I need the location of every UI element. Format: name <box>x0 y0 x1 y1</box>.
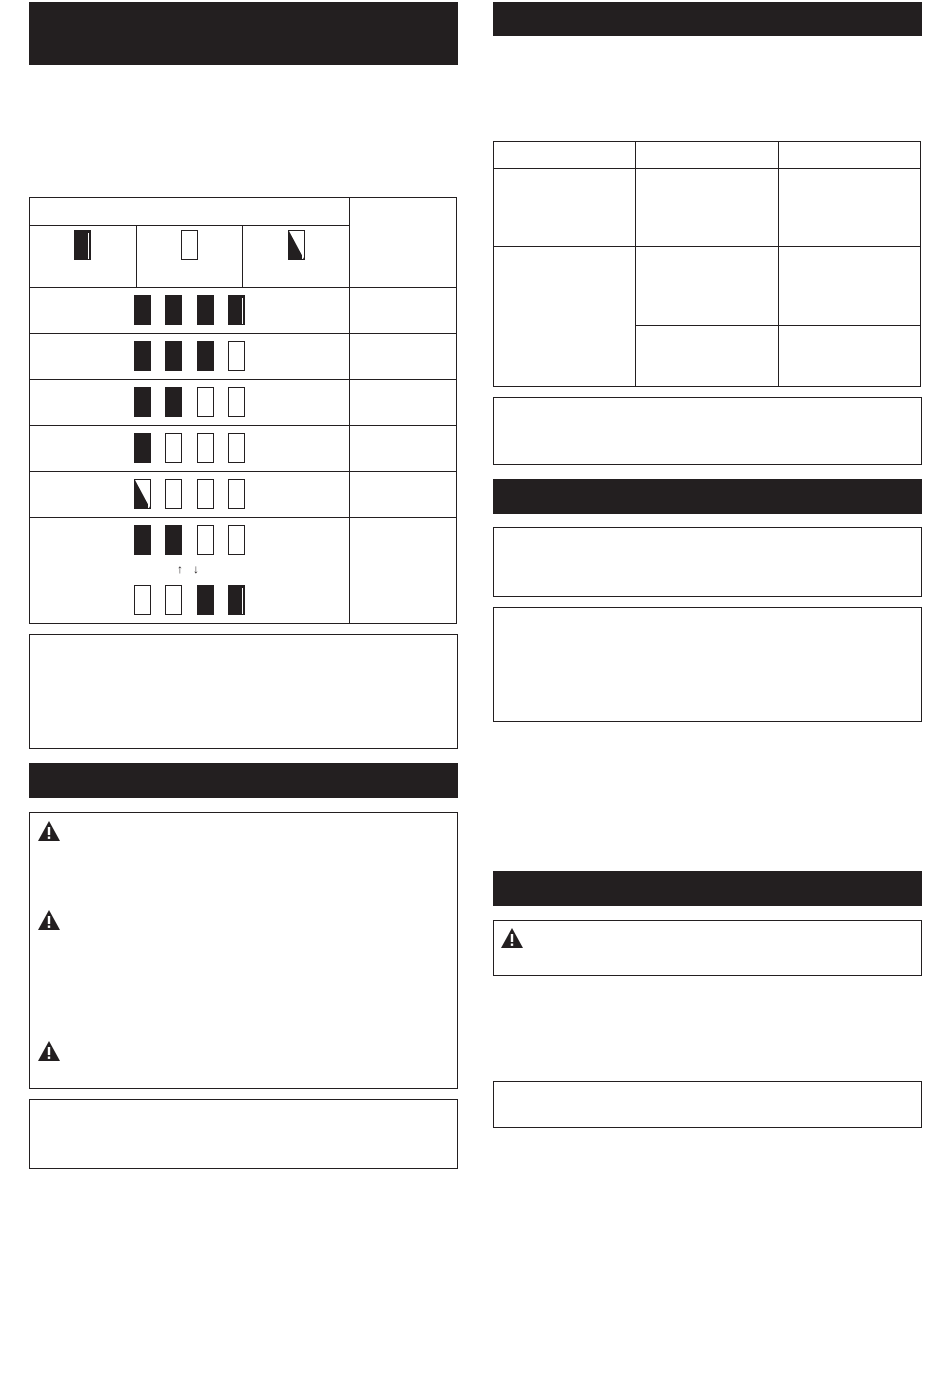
indicator-lamp <box>134 479 151 509</box>
indicator-lamp <box>228 387 245 417</box>
indicator-lamp <box>134 295 151 325</box>
table-divider <box>242 225 243 287</box>
left-section-header-bar <box>29 2 458 65</box>
indicator-lamp <box>197 525 214 555</box>
indicator-lamp <box>165 585 182 615</box>
arrow-up-icon: ↑ <box>177 562 183 576</box>
indicator-lamp <box>134 433 151 463</box>
indicator-lamp <box>134 525 151 555</box>
right-section-header-bar <box>493 2 922 36</box>
indicator-lamp <box>134 387 151 417</box>
legend-off-indicator <box>181 230 198 260</box>
table-divider <box>635 141 636 387</box>
table-divider <box>493 246 921 247</box>
indicator-lamp <box>165 341 182 371</box>
left-section-header-bar-2 <box>29 763 458 798</box>
indicator-lamp <box>134 341 151 371</box>
specification-table <box>493 141 921 387</box>
note-box <box>493 527 922 597</box>
warning-icon <box>37 820 61 842</box>
indicator-lamp <box>165 433 182 463</box>
table-divider <box>136 225 137 287</box>
note-box <box>29 634 458 749</box>
indicator-lamp <box>197 585 214 615</box>
indicator-lamp <box>134 585 151 615</box>
caution-box <box>493 920 922 976</box>
table-divider <box>29 333 457 334</box>
caution-box <box>29 812 458 1089</box>
indicator-lamp <box>165 295 182 325</box>
indicator-lamp <box>228 341 245 371</box>
warning-icon <box>500 927 524 949</box>
legend-blinking-indicator <box>288 230 305 260</box>
indicator-lamp <box>165 387 182 417</box>
table-divider <box>778 141 779 387</box>
table-divider <box>29 425 457 426</box>
table-divider <box>29 471 457 472</box>
indicator-lamp <box>228 295 245 325</box>
right-section-header-bar-3 <box>493 871 922 906</box>
indicator-lamp <box>197 341 214 371</box>
indicator-lamp <box>197 479 214 509</box>
indicator-lamp <box>228 479 245 509</box>
indicator-lamp <box>197 433 214 463</box>
warning-icon <box>37 909 61 931</box>
table-divider <box>29 517 457 518</box>
note-box <box>493 1081 922 1128</box>
legend-lit-indicator <box>74 230 91 260</box>
note-box <box>493 397 922 465</box>
indicator-lamp <box>165 479 182 509</box>
indicator-lamp <box>228 585 245 615</box>
indicator-lamp <box>197 387 214 417</box>
note-box <box>29 1099 458 1169</box>
indicator-lamp <box>165 525 182 555</box>
indicator-lamp <box>228 525 245 555</box>
table-divider <box>493 168 921 169</box>
right-section-header-bar-2 <box>493 479 922 514</box>
indicator-lamp <box>197 295 214 325</box>
arrow-down-icon: ↓ <box>193 562 199 576</box>
table-divider <box>635 325 921 326</box>
warning-icon <box>37 1040 61 1062</box>
indicator-lamp <box>228 433 245 463</box>
table-divider <box>29 225 349 226</box>
note-box <box>493 607 922 722</box>
table-divider <box>29 287 457 288</box>
table-divider <box>29 379 457 380</box>
table-divider <box>349 197 350 624</box>
